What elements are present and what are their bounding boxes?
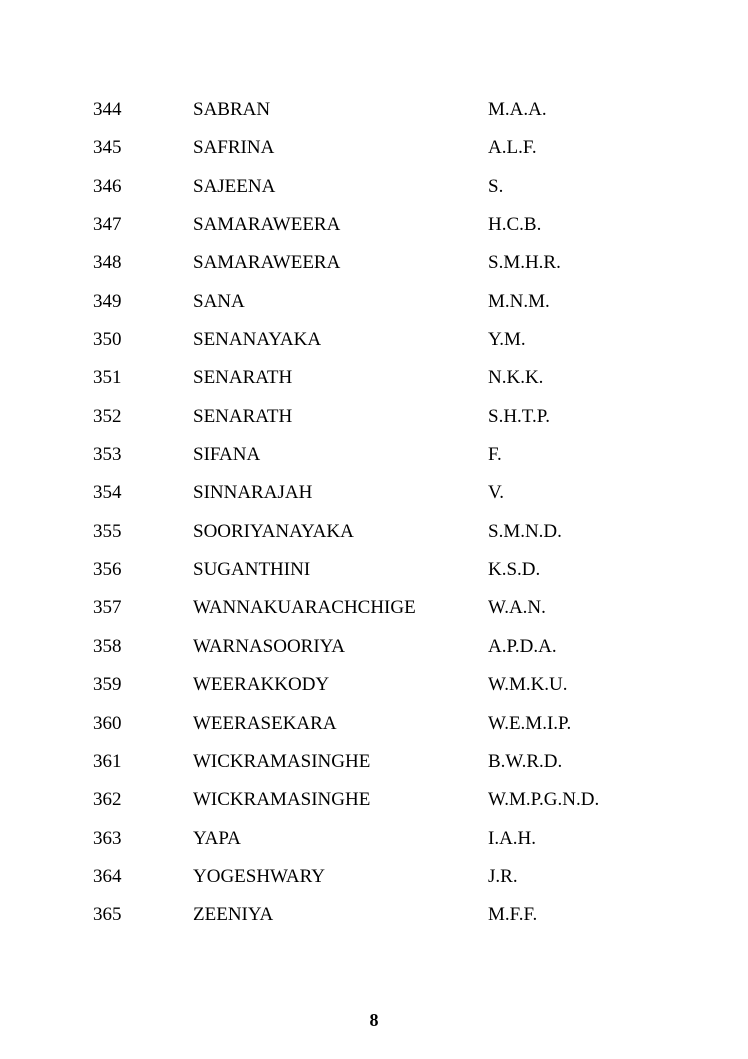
list-item (0, 743, 748, 781)
list-item (0, 781, 748, 819)
entry-number: 350 (93, 329, 122, 351)
list-item (0, 206, 748, 244)
initials: S.M.N.D. (488, 520, 562, 542)
entry-number: 357 (93, 597, 122, 619)
list-item (0, 820, 748, 858)
list-item (0, 244, 748, 282)
entry-number: 361 (93, 750, 122, 772)
entry-number: 365 (93, 904, 122, 926)
surname: SAJEENA (193, 175, 276, 197)
list-item (0, 436, 748, 474)
initials: N.K.K. (488, 367, 544, 389)
surname: SAMARAWEERA (193, 252, 341, 274)
initials: M.A.A. (488, 99, 547, 120)
entry-number: 351 (93, 367, 122, 389)
entry-number: 346 (93, 175, 122, 197)
list-item (0, 513, 748, 551)
list-item (0, 474, 748, 512)
initials: I.A.H. (488, 827, 537, 849)
initials: S.H.T.P. (488, 405, 550, 427)
entry-number: 348 (93, 252, 122, 274)
initials: F. (488, 444, 502, 466)
name-list (0, 91, 748, 935)
initials: W.E.M.I.P. (488, 712, 572, 734)
initials: W.M.P.G.N.D. (488, 789, 600, 811)
list-item (0, 858, 748, 896)
list-item (0, 705, 748, 743)
entry-number: 358 (93, 635, 122, 657)
initials: B.W.R.D. (488, 750, 563, 772)
surname: WANNAKUARACHCHIGE (193, 597, 416, 619)
initials: A.P.D.A. (488, 635, 557, 657)
entry-number: 364 (93, 865, 122, 887)
initials: S. (488, 175, 504, 197)
initials: K.S.D. (488, 559, 541, 581)
entry-number: 354 (93, 482, 122, 504)
initials: V. (488, 482, 505, 504)
surname: SABRAN (193, 99, 271, 120)
initials: Y.M. (488, 329, 526, 351)
surname: SAFRINA (193, 137, 275, 159)
surname: SENARATH (193, 367, 293, 389)
entry-number: 344 (93, 99, 122, 120)
entry-number: 363 (93, 827, 122, 849)
initials: A.L.F. (488, 137, 537, 159)
entry-number: 349 (93, 290, 122, 312)
entry-number: 347 (93, 214, 122, 236)
surname: YAPA (193, 827, 241, 849)
list-item (0, 896, 748, 934)
initials: J.R. (488, 865, 518, 887)
entry-number: 362 (93, 789, 122, 811)
initials: W.A.N. (488, 597, 546, 619)
surname: SIFANA (193, 444, 261, 466)
list-item (0, 168, 748, 206)
list-item (0, 628, 748, 666)
list-item (0, 321, 748, 359)
initials: W.M.K.U. (488, 674, 568, 696)
surname: ZEENIYA (193, 904, 274, 926)
initials: M.N.M. (488, 290, 550, 312)
initials: M.F.F. (488, 904, 538, 926)
list-item (0, 666, 748, 704)
surname: SUGANTHINI (193, 559, 311, 581)
entry-number: 356 (93, 559, 122, 581)
initials: S.M.H.R. (488, 252, 561, 274)
list-item (0, 551, 748, 589)
list-item (0, 359, 748, 397)
entry-number: 353 (93, 444, 122, 466)
surname: SENARATH (193, 405, 293, 427)
entry-number: 360 (93, 712, 122, 734)
list-item (0, 129, 748, 167)
surname: SENANAYAKA (193, 329, 322, 351)
surname: YOGESHWARY (193, 865, 325, 887)
surname: WEERAKKODY (193, 674, 330, 696)
entry-number: 352 (93, 405, 122, 427)
surname: SINNARAJAH (193, 482, 313, 504)
entry-number: 355 (93, 520, 122, 542)
surname: WICKRAMASINGHE (193, 789, 371, 811)
page-number: 8 (369, 1010, 379, 1030)
surname: SOORIYANAYAKA (193, 520, 354, 542)
surname: SANA (193, 290, 245, 312)
entry-number: 345 (93, 137, 122, 159)
entry-number: 359 (93, 674, 122, 696)
surname: WEERASEKARA (193, 712, 337, 734)
surname: WICKRAMASINGHE (193, 750, 371, 772)
surname: SAMARAWEERA (193, 214, 341, 236)
surname: WARNASOORIYA (193, 635, 346, 657)
list-item (0, 283, 748, 321)
list-item (0, 589, 748, 627)
initials: H.C.B. (488, 214, 542, 236)
list-item (0, 398, 748, 436)
list-item (0, 91, 748, 129)
